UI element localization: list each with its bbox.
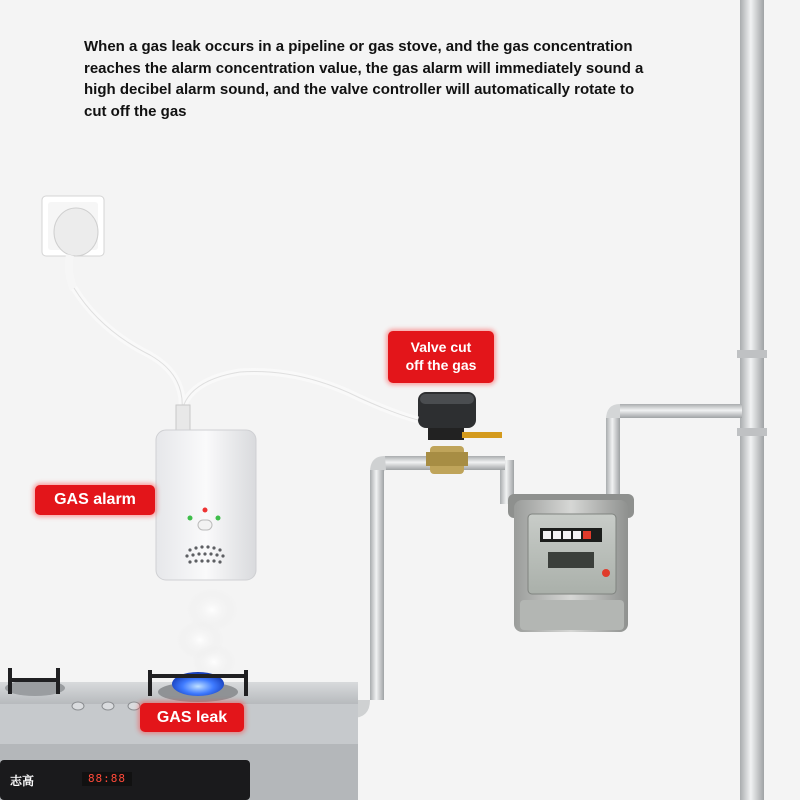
burner-left <box>5 668 65 696</box>
meter-inlet-pipe <box>606 404 742 500</box>
gas-meter <box>508 494 634 632</box>
gas-leak-label: GAS leak <box>140 703 244 732</box>
gas-smoke <box>176 588 238 680</box>
riser-pipe <box>737 0 767 800</box>
headline-text: When a gas leak occurs in a pipeline or gas stove, and the gas concentration reaches the alarm concentration value, the gas alarm will immediately sound a high decibel alarm sound, and the valve controller will automatically rotate to cut off the gas <box>84 38 644 120</box>
gas-stove <box>0 668 358 800</box>
gas-alarm-device <box>156 430 256 580</box>
valve-cut-label: Valve cut off the gas <box>388 331 494 383</box>
gas-alarm-label: GAS alarm <box>35 485 155 515</box>
stove-brand: 志高 <box>10 774 35 788</box>
wall-socket-icon <box>42 196 104 290</box>
power-cable <box>74 288 418 420</box>
supply-pipe <box>290 456 514 718</box>
stove-display: 88:88 <box>82 772 132 786</box>
